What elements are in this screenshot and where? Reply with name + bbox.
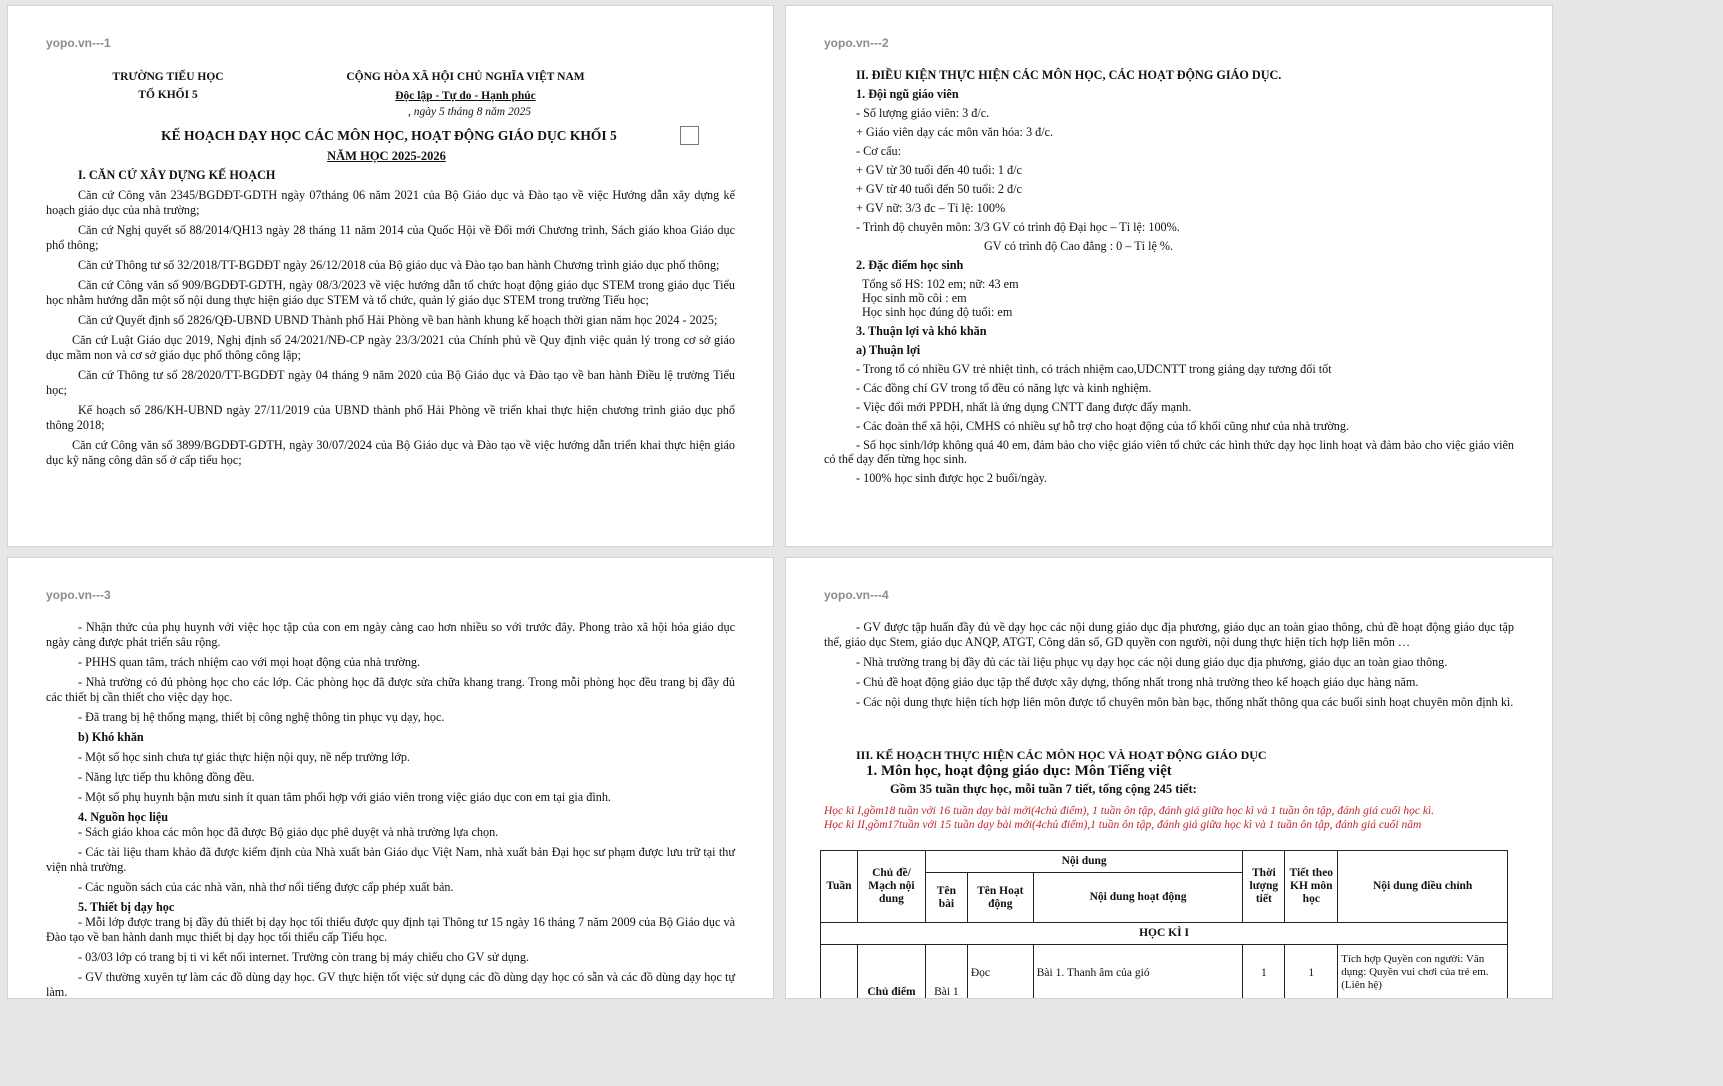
- section-heading: I. CĂN CỨ XÂY DỰNG KẾ HOẠCH: [78, 168, 276, 182]
- semester-1-note: Học kì I,gồm18 tuần với 16 tuần dạy bài mới(4chủ điểm), 1 tuần ôn tập, đánh giá giữa học kì và 1 tuần ôn tập, đánh giá cuối học kì.: [824, 805, 1435, 817]
- paragraph: Căn cứ Thông tư số 28/2020/TT-BGDĐT ngày 04 tháng 9 năm 2020 của Bộ Giáo dục và Đào tạo về ban hành Điều lệ trường Tiểu học;: [46, 368, 735, 397]
- list-item: Học sinh học đúng độ tuổi: em: [862, 305, 1013, 319]
- page-header: yopo.vn---2: [824, 36, 889, 50]
- checkbox-icon[interactable]: [680, 126, 699, 145]
- col-period: Tiết theo KH môn học: [1285, 851, 1338, 923]
- subheading: 4. Nguồn học liệu: [78, 810, 169, 824]
- list-item: - Trình độ chuyên môn: 3/3 GV có trình độ Đại học – Tỉ lệ: 100%.: [856, 220, 1180, 234]
- paragraph: Căn cứ Công văn 2345/BGDĐT-GDTH ngày 07tháng 06 năm 2021 của Bộ Giáo dục và Đào tạo về việc Hướng dẫn xây dựng kế hoạch giáo dục của nhà trường;: [46, 188, 735, 217]
- republic-title: CỘNG HÒA XÃ HỘI CHỦ NGHĨA VIỆT NAM: [346, 71, 585, 83]
- paragraph: Căn cứ Luật Giáo dục 2019, Nghị định số 24/2021/NĐ-CP ngày 23/3/2021 của Chính phủ về Quy định việc quản lý trong cơ sở giáo dục mầm non và cơ sở giáo dục phổ thông công lập;: [46, 333, 735, 362]
- cell-lesson: Bài 1: [925, 945, 967, 999]
- paragraph: - Năng lực tiếp thu không đồng đều.: [78, 770, 255, 784]
- semester-row: HỌC KÌ I: [821, 923, 1508, 945]
- paragraph: - Nhận thức của phụ huynh với việc học tập của con em ngày càng cao hơn nhiều so với trước đây. Phong trào xã hội hóa giáo dục ngày càng được phát triển sâu rộng.: [46, 620, 735, 649]
- list-item: - 100% học sinh được học 2 buổi/ngày.: [856, 471, 1047, 485]
- team-name: TỔ KHỐI 5: [138, 89, 198, 101]
- paragraph: - Một số phụ huynh bận mưu sinh ít quan tâm phối hợp với giáo viên trong việc giáo dục con em tại gia đình.: [78, 790, 611, 804]
- cell-adjust: Tích hợp Quyền con người: Văn dụng: Quyền vui chơi của trẻ em. (Liên hệ): [1338, 945, 1508, 999]
- subject-summary: Gồm 35 tuần thực học, mỗi tuần 7 tiết, tổng cộng 245 tiết:: [890, 782, 1197, 796]
- paragraph: Căn cứ Công văn số 3899/BGDĐT-GDTH, ngày 30/07/2024 của Bộ Giáo dục và Đào tạo về việc hướng dẫn triển khai thực hiện giáo dục kỹ năng công dân số ở cấp tiểu học;: [46, 438, 735, 467]
- col-detail: Nội dung hoạt động: [1033, 873, 1243, 923]
- document-page-1: [8, 6, 773, 546]
- list-item: + GV nữ: 3/3 đc – Tỉ lệ: 100%: [856, 201, 1006, 215]
- cell-detail: Bài 1. Thanh âm của gió: [1033, 945, 1243, 999]
- paragraph: - Các nội dung thực hiện tích hợp liên môn được tổ chuyên môn bàn bạc, thống nhất thông qua các buổi sinh hoạt chuyên môn định kì.: [856, 695, 1514, 709]
- national-motto: Độc lập - Tự do - Hạnh phúc: [395, 90, 536, 102]
- list-item: + GV từ 30 tuổi đến 40 tuổi: 1 đ/c: [856, 163, 1022, 177]
- document-title: KẾ HOẠCH DẠY HỌC CÁC MÔN HỌC, HOẠT ĐỘNG GIÁO DỤC KHỐI 5: [161, 128, 617, 143]
- paragraph: - Nhà trường có đủ phòng học cho các lớp. Các phòng học đã được sửa chữa khang trang. Trong mỗi phòng học đều trang bị đầy đủ các thiết bị cần thiết cho việc dạy học.: [46, 675, 735, 704]
- list-item: + Giáo viên dạy các môn văn hóa: 3 đ/c.: [856, 125, 1054, 139]
- page-header: yopo.vn---1: [46, 36, 111, 50]
- paragraph: - Các nguồn sách của các nhà văn, nhà thơ nổi tiếng được cấp phép xuất bản.: [78, 880, 454, 894]
- page-header: yopo.vn---4: [824, 588, 889, 602]
- paragraph: - Nhà trường trang bị đầy đủ các tài liệu phục vụ dạy học các nội dung giáo dục địa phương, giáo dục an toàn giao thông.: [856, 655, 1448, 669]
- table-row: [821, 945, 1508, 999]
- list-item: GV có trình độ Cao đẳng : 0 – Tỉ lệ %.: [984, 239, 1174, 253]
- paragraph: - PHHS quan tâm, trách nhiệm cao với mọi hoạt động của nhà trường.: [78, 655, 421, 669]
- paragraph: Căn cứ Quyết định số 2826/QĐ-UBND UBND Thành phố Hải Phòng về ban hành khung kế hoạch thời gian năm học 2024 - 2025;: [78, 313, 718, 327]
- document-page-4: [786, 558, 1552, 998]
- cell-time: 1: [1243, 945, 1285, 999]
- paragraph: - GV thường xuyên tự làm các đồ dùng dạy học. GV thực hiện tốt việc sử dụng các đồ dùng dạy học có sẵn và các đồ dùng dạy học tự làm.: [46, 970, 735, 998]
- document-date: , ngày 5 tháng 8 năm 2025: [408, 106, 531, 118]
- cell-period: 1: [1285, 945, 1338, 999]
- subheading: 1. Đội ngũ giáo viên: [856, 87, 959, 101]
- list-item: - Các đồng chí GV trong tổ đều có năng lực và kinh nghiệm.: [856, 381, 1152, 395]
- col-topic: Chủ đề/ Mạch nội dung: [857, 851, 925, 923]
- paragraph: - Đã trang bị hệ thống mạng, thiết bị công nghệ thông tin phục vụ dạy, học.: [78, 710, 445, 724]
- paragraph: - Các tài liệu tham khảo đã được kiểm định của Nhà xuất bản Giáo dục Việt Nam, nhà xuất bản Đại học sư phạm được lưu trữ tại thư viện nhà trường.: [46, 845, 735, 874]
- paragraph: - Một số học sinh chưa tự giác thực hiện nội quy, nề nếp trường lớp.: [78, 750, 410, 764]
- paragraph: Căn cứ Thông tư số 32/2018/TT-BGDĐT ngày 26/12/2018 của Bộ giáo dục và Đào tạo ban hành Chương trình giáo dục phổ thông;: [78, 258, 720, 272]
- col-content: Nội dung: [925, 851, 1242, 873]
- document-page-2: [786, 6, 1552, 546]
- paragraph: - Số học sinh/lớp không quá 40 em, đảm bảo cho việc giáo viên tổ chức các hình thức dạy học linh hoạt và đảm bảo cho việc giáo viên có thể dạy đến từng học sinh.: [824, 438, 1514, 466]
- section-heading: II. ĐIỀU KIỆN THỰC HIỆN CÁC MÔN HỌC, CÁC HOẠT ĐỘNG GIÁO DỤC.: [856, 68, 1282, 82]
- paragraph: Kế hoạch số 286/KH-UBND ngày 27/11/2019 của UBND thành phố Hải Phòng về triển khai thực hiện chương trình giáo dục phổ thông 2018;: [46, 403, 735, 432]
- list-item: + GV từ 40 tuổi đến 50 tuổi: 2 đ/c: [856, 182, 1022, 196]
- list-item: Tổng số HS: 102 em; nữ: 43 em: [862, 277, 1019, 291]
- paragraph: - 03/03 lớp có trang bị ti vi kết nối internet. Trường còn trang bị máy chiếu cho GV sử dụng.: [78, 950, 530, 964]
- list-item: - Trong tổ có nhiều GV trẻ nhiệt tình, có trách nhiệm cao,UDCNTT trong giảng dạy tương đối tốt: [856, 362, 1332, 376]
- col-lesson: Tên bài: [925, 873, 967, 923]
- paragraph: - Sách giáo khoa các môn học đã được Bộ giáo dục phê duyệt và nhà trường lựa chọn.: [78, 825, 499, 839]
- subject-title: 1. Môn học, hoạt động giáo dục: Môn Tiếng việt: [866, 763, 1172, 779]
- document-page-3: [8, 558, 773, 998]
- subheading: 3. Thuận lợi và khó khăn: [856, 324, 987, 338]
- school-year: NĂM HỌC 2025-2026: [327, 149, 446, 163]
- list-item: - Cơ cấu:: [856, 144, 902, 158]
- subheading: 5. Thiết bị dạy học: [78, 900, 175, 914]
- col-activity: Tên Hoạt động: [967, 873, 1033, 923]
- subheading: b) Khó khăn: [78, 730, 144, 744]
- list-item: Học sinh mồ côi : em: [862, 291, 967, 305]
- paragraph: - Mỗi lớp được trang bị đầy đủ thiết bị dạy học tối thiểu được quy định tại Thông tư 15 ngày 16 tháng 7 năm 2009 của Bộ Giáo dục và Đào tạo về ban hành danh mục thiết bị dạy học tối thiểu cấp Tiểu học.: [46, 915, 735, 944]
- cell-topic: Chủ điểm: [857, 945, 925, 999]
- subheading: a) Thuận lợi: [856, 343, 921, 357]
- school-name: TRƯỜNG TIỂU HỌC: [112, 71, 224, 83]
- teaching-plan-table: [820, 850, 1508, 998]
- paragraph: Căn cứ Nghị quyết số 88/2014/QH13 ngày 28 tháng 11 năm 2014 của Quốc Hội về Đổi mới Chương trình, Sách giáo khoa Giáo dục phổ thông;: [46, 223, 735, 252]
- cell-week: [821, 945, 858, 999]
- subheading: 2. Đặc điểm học sinh: [856, 258, 964, 272]
- list-item: - Việc đổi mới PPDH, nhất là ứng dụng CNTT đang được đẩy mạnh.: [856, 400, 1192, 414]
- section-heading: III. KẾ HOẠCH THỰC HIỆN CÁC MÔN HỌC VÀ HOẠT ĐỘNG GIÁO DỤC: [856, 748, 1267, 762]
- cell-activity: Đọc: [967, 945, 1033, 999]
- list-item: - Số lượng giáo viên: 3 đ/c.: [856, 106, 990, 120]
- col-adjust: Nội dung điều chỉnh: [1338, 851, 1508, 923]
- col-week: Tuần: [821, 851, 858, 923]
- col-time: Thời lượng tiết: [1243, 851, 1285, 923]
- list-item: - Các đoàn thể xã hội, CMHS có nhiều sự hỗ trợ cho hoạt động của tổ khối cũng như của nhà trường.: [856, 419, 1350, 433]
- paragraph: - Chủ đề hoạt động giáo dục tập thể được xây dựng, thống nhất trong nhà trường theo kế hoạch giáo dục hàng năm.: [856, 675, 1419, 689]
- semester-2-note: Học kì II,gồm17tuần với 15 tuần dạy bài mới(4chủ điểm),1 tuần ôn tập, đánh giá giữa học kì và 1 tuần ôn tập, đánh giá cuối năm: [824, 819, 1422, 831]
- paragraph: - GV được tập huấn đầy đủ về dạy học các nội dung giáo dục địa phương, giáo dục an toàn giao thông, chủ đề hoạt động giáo dục tập thể, giáo dục Stem, giáo dục ANQP, ATGT, Công dân số, GD quyền con người, nội dung thực hiện tích hợp liên môn …: [824, 620, 1514, 649]
- page-header: yopo.vn---3: [46, 588, 111, 602]
- paragraph: Căn cứ Công văn số 909/BGDĐT-GDTH, ngày 08/3/2023 về việc hướng dẫn tổ chức hoạt động giáo dục STEM trong giáo dục Tiểu học nhằm hướng dẫn một số nội dung thực hiện giáo dục STEM và tổ chức, quản lý giáo dục STEM trong trường Tiểu học;: [46, 278, 735, 307]
